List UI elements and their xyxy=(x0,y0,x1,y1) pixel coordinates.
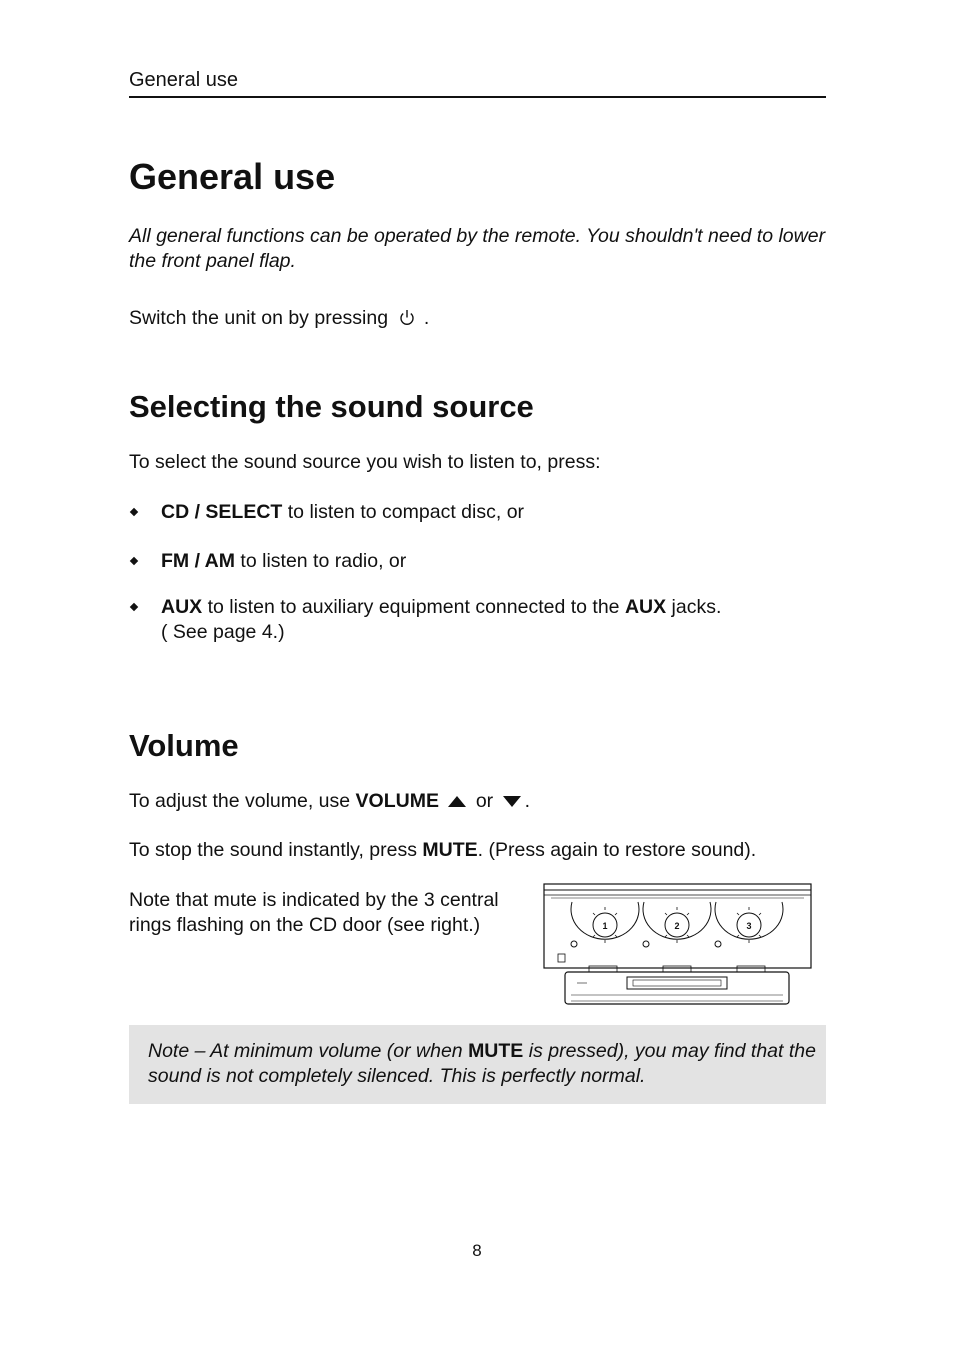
disc-label: 3 xyxy=(746,921,752,931)
note-text xyxy=(148,1039,818,1089)
note-mute-name: MUTE xyxy=(468,1040,524,1062)
bullet-icon xyxy=(130,508,138,516)
list-item-text: to listen to auxiliary equipment connected to the xyxy=(202,596,625,618)
page-number: 8 xyxy=(472,1241,482,1260)
cd-door-illustration xyxy=(541,882,814,1008)
list-item-text-end: jacks. xyxy=(666,596,722,618)
switch-prefix: Switch the unit on by pressing xyxy=(129,307,389,329)
list-item-text: to listen to radio, or xyxy=(235,550,407,572)
power-icon xyxy=(399,308,415,333)
mute-prefix: To stop the sound instantly, press xyxy=(129,839,423,861)
button-name: FM / AM xyxy=(161,550,236,572)
sound-source-intro: To select the sound source you wish to listen to, press: xyxy=(129,451,601,473)
note-box xyxy=(129,1025,826,1104)
note-suffix: is pressed), you may find that the sound is not completely silenced. This is perfectly normal. xyxy=(148,1040,816,1087)
volume-paragraph xyxy=(129,789,530,814)
volume-button-name: VOLUME xyxy=(355,790,439,812)
bullet-icon xyxy=(130,603,138,611)
volume-down-icon xyxy=(503,796,521,807)
section-title-sound-source: Selecting the sound source xyxy=(129,389,534,424)
volume-end: . xyxy=(524,790,530,812)
disc-label: 2 xyxy=(674,921,680,931)
mute-suffix: . (Press again to restore sound). xyxy=(477,839,757,861)
switch-on-paragraph xyxy=(129,306,429,333)
section-title-volume: Volume xyxy=(129,728,239,763)
disc-label: 1 xyxy=(602,921,608,931)
mute-paragraph xyxy=(129,838,756,863)
switch-suffix: . xyxy=(423,307,430,329)
button-name: CD / SELECT xyxy=(161,501,283,523)
button-name: AUX xyxy=(161,596,203,618)
note-prefix: Note – At minimum volume (or when xyxy=(148,1040,469,1062)
mute-indicator-note: Note that mute is indicated by the 3 central rings flashing on the CD door (see right.) xyxy=(129,889,499,936)
volume-or: or xyxy=(475,790,494,812)
list-item-text: to listen to compact disc, or xyxy=(282,501,525,523)
bullet-icon xyxy=(130,557,138,565)
see-page-reference: ( See page 4.) xyxy=(161,621,285,643)
volume-prefix: To adjust the volume, use xyxy=(129,790,356,812)
mute-button-name: MUTE xyxy=(422,839,478,861)
running-header: General use xyxy=(129,68,826,98)
page-title: General use xyxy=(129,156,336,197)
intro-paragraph: All general functions can be operated by the remote. You shouldn't need to lower the front panel flap. xyxy=(129,225,826,272)
jack-name: AUX xyxy=(624,596,667,618)
volume-up-icon xyxy=(448,796,466,807)
